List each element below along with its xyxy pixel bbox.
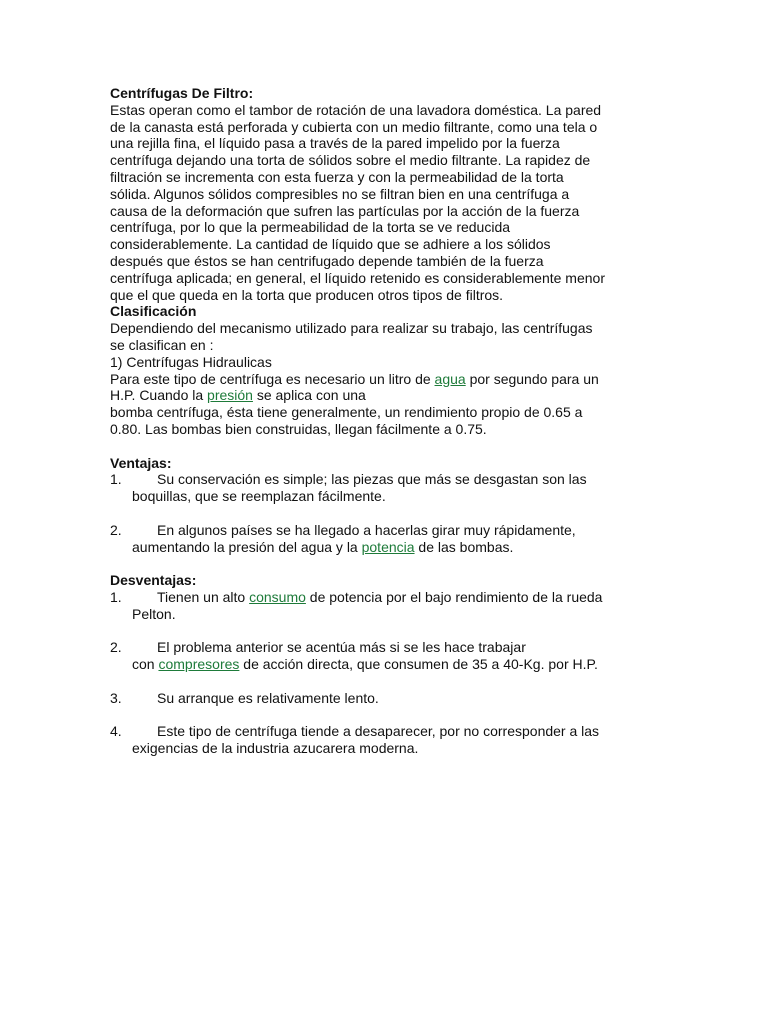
compresores-link[interactable]: compresores	[158, 656, 240, 673]
text-line	[110, 656, 655, 673]
section-heading-ventajas: Ventajas:	[110, 454, 172, 471]
text-fragment: Tienen un alto	[157, 588, 250, 605]
text-line: bomba centrífuga, ésta tiene generalmente, un rendimiento propio de 0.65 a	[110, 404, 583, 421]
list-item	[110, 690, 655, 707]
text-line	[110, 471, 655, 488]
agua-link[interactable]: agua	[434, 370, 466, 387]
presion-link[interactable]: presión	[207, 387, 253, 404]
text-line: sólida. Algunos sólidos compresibles no se filtran bien en una centrífuga a	[110, 185, 570, 202]
list-number: 2.	[110, 639, 122, 656]
text-line: Estas operan como el tambor de rotación de una lavadora doméstica. La pared	[110, 101, 602, 118]
text-line: se clasifican en :	[110, 336, 214, 353]
section-heading-clasificacion: Clasificación	[110, 303, 197, 320]
text-fragment: Para este tipo de centrífuga es necesario un litro de	[110, 370, 435, 387]
list-item	[110, 639, 655, 673]
text-line	[110, 690, 655, 707]
text-line: filtración se incrementa con esta fuerza y con la permeabilidad de la torta	[110, 168, 564, 185]
spacer	[110, 673, 655, 690]
text-line: boquillas, que se reemplazan fácilmente.	[132, 488, 386, 505]
text-line: Pelton.	[132, 605, 176, 622]
intro-paragraph	[110, 102, 655, 304]
text-line	[110, 371, 655, 388]
text-fragment: H.P. Cuando la	[110, 387, 208, 404]
text-fragment: Este tipo de centrífuga tiende a desaparecer, por no corresponder a las	[157, 723, 600, 740]
text-line: 0.80. Las bombas bien construidas, llegan fácilmente a 0.75.	[110, 420, 487, 437]
section-heading-desventajas: Desventajas:	[110, 572, 197, 589]
text-line: 1) Centrífugas Hidraulicas	[110, 353, 272, 370]
desventajas-list	[110, 589, 655, 757]
text-line	[110, 522, 655, 539]
text-line	[110, 723, 655, 740]
text-fragment: de acción directa, que consumen de 35 a 40-Kg. por H.P.	[239, 656, 598, 673]
text-fragment: El problema anterior se acentúa más si se les hace trabajar	[157, 639, 526, 656]
list-number: 3.	[110, 689, 122, 706]
list-item	[110, 522, 655, 556]
list-number: 2.	[110, 521, 122, 538]
text-fragment: En algunos países se ha llegado a hacerlas girar muy rápidamente,	[157, 521, 576, 538]
text-fragment: con	[132, 656, 159, 673]
text-fragment: Su arranque es relativamente lento.	[157, 689, 379, 706]
text-line: centrífuga aplicada; en general, el líquido retenido es considerablemente menor	[110, 269, 605, 286]
text-fragment: aumentando la presión del agua y la	[132, 538, 362, 555]
spacer	[110, 706, 655, 723]
consumo-link[interactable]: consumo	[249, 588, 306, 605]
spacer	[110, 555, 655, 572]
text-fragment: de potencia por el bajo rendimiento de la rueda	[305, 588, 603, 605]
list-item	[110, 471, 655, 505]
spacer	[110, 438, 655, 455]
list-number: 1.	[110, 588, 122, 605]
list-item	[110, 589, 655, 623]
text-line: una rejilla fina, el líquido pasa a través de la pared impelido por la fuerza	[110, 135, 560, 152]
spacer	[110, 505, 655, 522]
text-line	[110, 639, 655, 656]
text-line: después que éstos se han centrifugado depende también de la fuerza	[110, 252, 544, 269]
document-page	[110, 85, 655, 757]
text-line: exigencias de la industria azucarera moderna.	[132, 740, 419, 757]
text-line: considerablemente. La cantidad de líquido que se adhiere a los sólidos	[110, 236, 551, 253]
text-line: centrífuga dejando una torta de sólidos sobre el medio filtrante. La rapidez de	[110, 152, 591, 169]
text-fragment: de las bombas.	[414, 538, 514, 555]
text-line	[110, 589, 655, 606]
potencia-link[interactable]: potencia	[361, 538, 415, 555]
list-number: 4.	[110, 723, 122, 740]
spacer	[110, 623, 655, 640]
ventajas-list	[110, 471, 655, 555]
text-line: centrífuga, por lo que la permeabilidad de la torta se ve reducida	[110, 219, 511, 236]
clasificacion-paragraph	[110, 320, 655, 438]
text-fragment: se aplica con una	[252, 387, 366, 404]
list-number: 1.	[110, 471, 122, 488]
text-line	[110, 387, 655, 404]
text-fragment: por segundo para un	[465, 370, 599, 387]
text-line: Dependiendo del mecanismo utilizado para realizar su trabajo, las centrífugas	[110, 320, 593, 337]
section-heading-centrifugas-filtro: Centrífugas De Filtro:	[110, 85, 254, 101]
text-line: de la canasta está perforada y cubierta con un medio filtrante, como una tela o	[110, 118, 598, 135]
text-line	[110, 539, 655, 556]
text-line: que el que queda en la torta que producen otros tipos de filtros.	[110, 286, 504, 303]
text-fragment: Su conservación es simple; las piezas que más se desgastan son las	[157, 471, 587, 488]
text-line: causa de la deformación que sufren las partículas por la acción de la fuerza	[110, 202, 580, 219]
list-item	[110, 723, 655, 757]
